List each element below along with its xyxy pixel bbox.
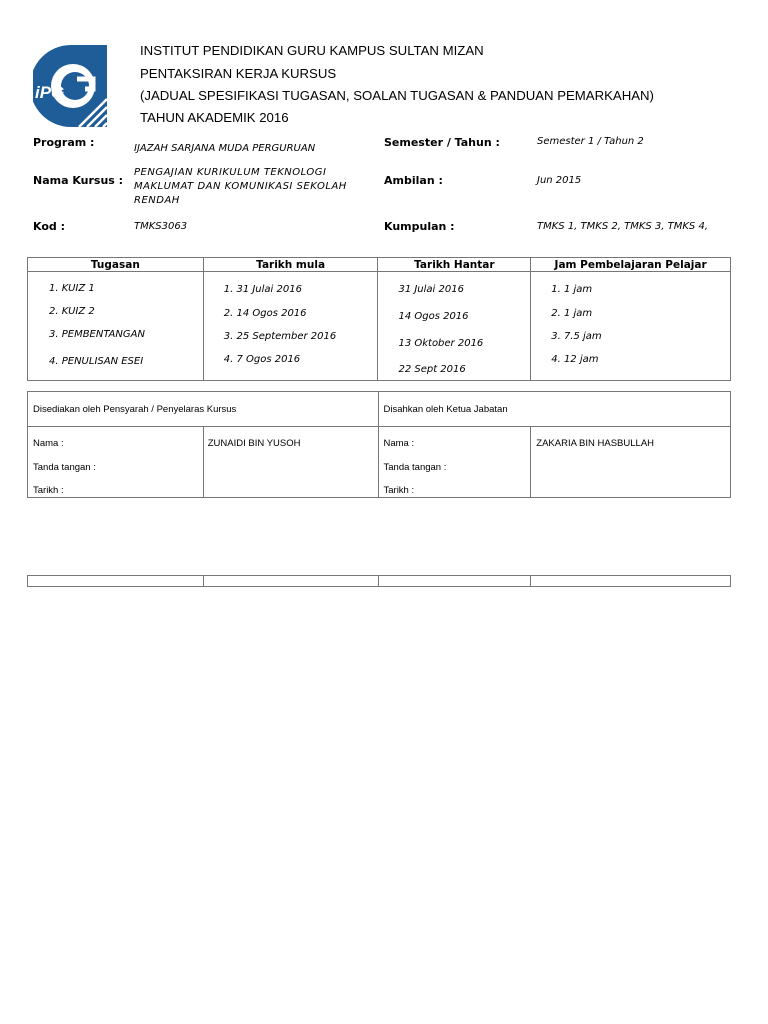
program-value: IJAZAH SARJANA MUDA PERGURUAN [134,143,316,154]
semester-label: Semester / Tahun : [384,136,500,149]
kursus-line: MAKLUMAT DAN KOMUNIKASI SEKOLAH [134,181,347,192]
list-item: 4. 12 jam [551,354,599,365]
list-item: 3. 25 September 2016 [223,331,337,342]
ipg-logo [33,43,109,129]
tarikh-label: Tarikh : [33,485,64,496]
kursus-label: Nama Kursus : [33,174,124,187]
col-header-tarikh-mula: Tarikh mula [203,258,378,272]
list-item: 2. KUIZ 2 [49,306,95,317]
list-item: 1. 31 Julai 2016 [223,284,302,295]
approved-by-label: Disahkan oleh Ketua Jabatan [383,404,508,415]
tugasan-cell [28,272,204,381]
kursus-value [134,166,347,208]
prepared-by-cell [28,392,379,427]
svg-text:iPG: iPG [35,83,65,102]
tarikh-label: Tarikh : [383,485,415,496]
preparer-fields-cell [28,427,204,498]
list-item: 2. 14 Ogos 2016 [223,308,307,319]
tarikh-mula-cell [203,272,378,381]
list-item: 13 Oktober 2016 [398,338,484,349]
approval-table [27,391,731,498]
kursus-line: RENDAH [134,195,180,206]
ambilan-value: Jun 2015 [537,175,582,186]
list-item: 31 Julai 2016 [398,284,464,295]
program-label: Program : [33,136,95,149]
empty-cell [378,576,531,587]
ambilan-label: Ambilan : [384,174,443,187]
empty-cell [28,576,204,587]
list-item: 4. PENULISAN ESEI [49,356,144,367]
list-item: 4. 7 Ogos 2016 [223,354,301,365]
approved-by-cell [378,392,731,427]
list-item: 3. 7.5 jam [551,331,602,342]
kursus-line: PENGAJIAN KURIKULUM TEKNOLOGI [134,167,327,178]
kod-label: Kod : [33,220,65,233]
kumpulan-label: Kumpulan : [384,220,455,233]
kumpulan-value: TMKS 1, TMKS 2, TMKS 3, TMKS 4, [537,221,708,232]
header-year: TAHUN AKADEMIK 2016 [140,110,289,125]
list-item: 2. 1 jam [551,308,593,319]
col-header-tugasan: Tugasan [28,258,204,272]
col-header-tarikh-hantar: Tarikh Hantar [378,258,531,272]
kod-value: TMKS3063 [134,221,188,232]
tanda-tangan-label: Tanda tangan : [33,462,96,473]
list-item: 1. KUIZ 1 [49,283,95,294]
tanda-tangan-label: Tanda tangan : [383,462,447,473]
approver-name-cell [531,427,731,498]
list-item: 22 Sept 2016 [398,364,466,375]
semester-value: Semester 1 / Tahun 2 [537,136,644,147]
header-subtitle: (JADUAL SPESIFIKASI TUGASAN, SOALAN TUGASAN & PANDUAN PEMARKAHAN) [140,88,654,103]
nama-label: Nama : [383,438,415,449]
header-institute: INSTITUT PENDIDIKAN GURU KAMPUS SULTAN MIZAN [140,43,484,58]
jam-cell [531,272,731,381]
col-header-jam: Jam Pembelajaran Pelajar [531,258,731,272]
list-item: 1. 1 jam [551,284,593,295]
nama-label: Nama : [33,438,64,449]
list-item: 3. PEMBENTANGAN [49,329,145,340]
header-assessment: PENTAKSIRAN KERJA KURSUS [140,66,337,81]
prepared-by-label: Disediakan oleh Pensyarah / Penyelaras Kursus [33,404,237,415]
empty-cell [531,576,731,587]
approver-name: ZAKARIA BIN HASBULLAH [536,438,655,449]
list-item: 14 Ogos 2016 [398,311,469,322]
approver-fields-cell [378,427,531,498]
tarikh-hantar-cell [378,272,531,381]
schedule-table [27,257,731,381]
empty-cell [203,576,378,587]
preparer-name-cell [203,427,378,498]
preparer-name: ZUNAIDI BIN YUSOH [207,438,301,449]
empty-table [27,575,731,587]
